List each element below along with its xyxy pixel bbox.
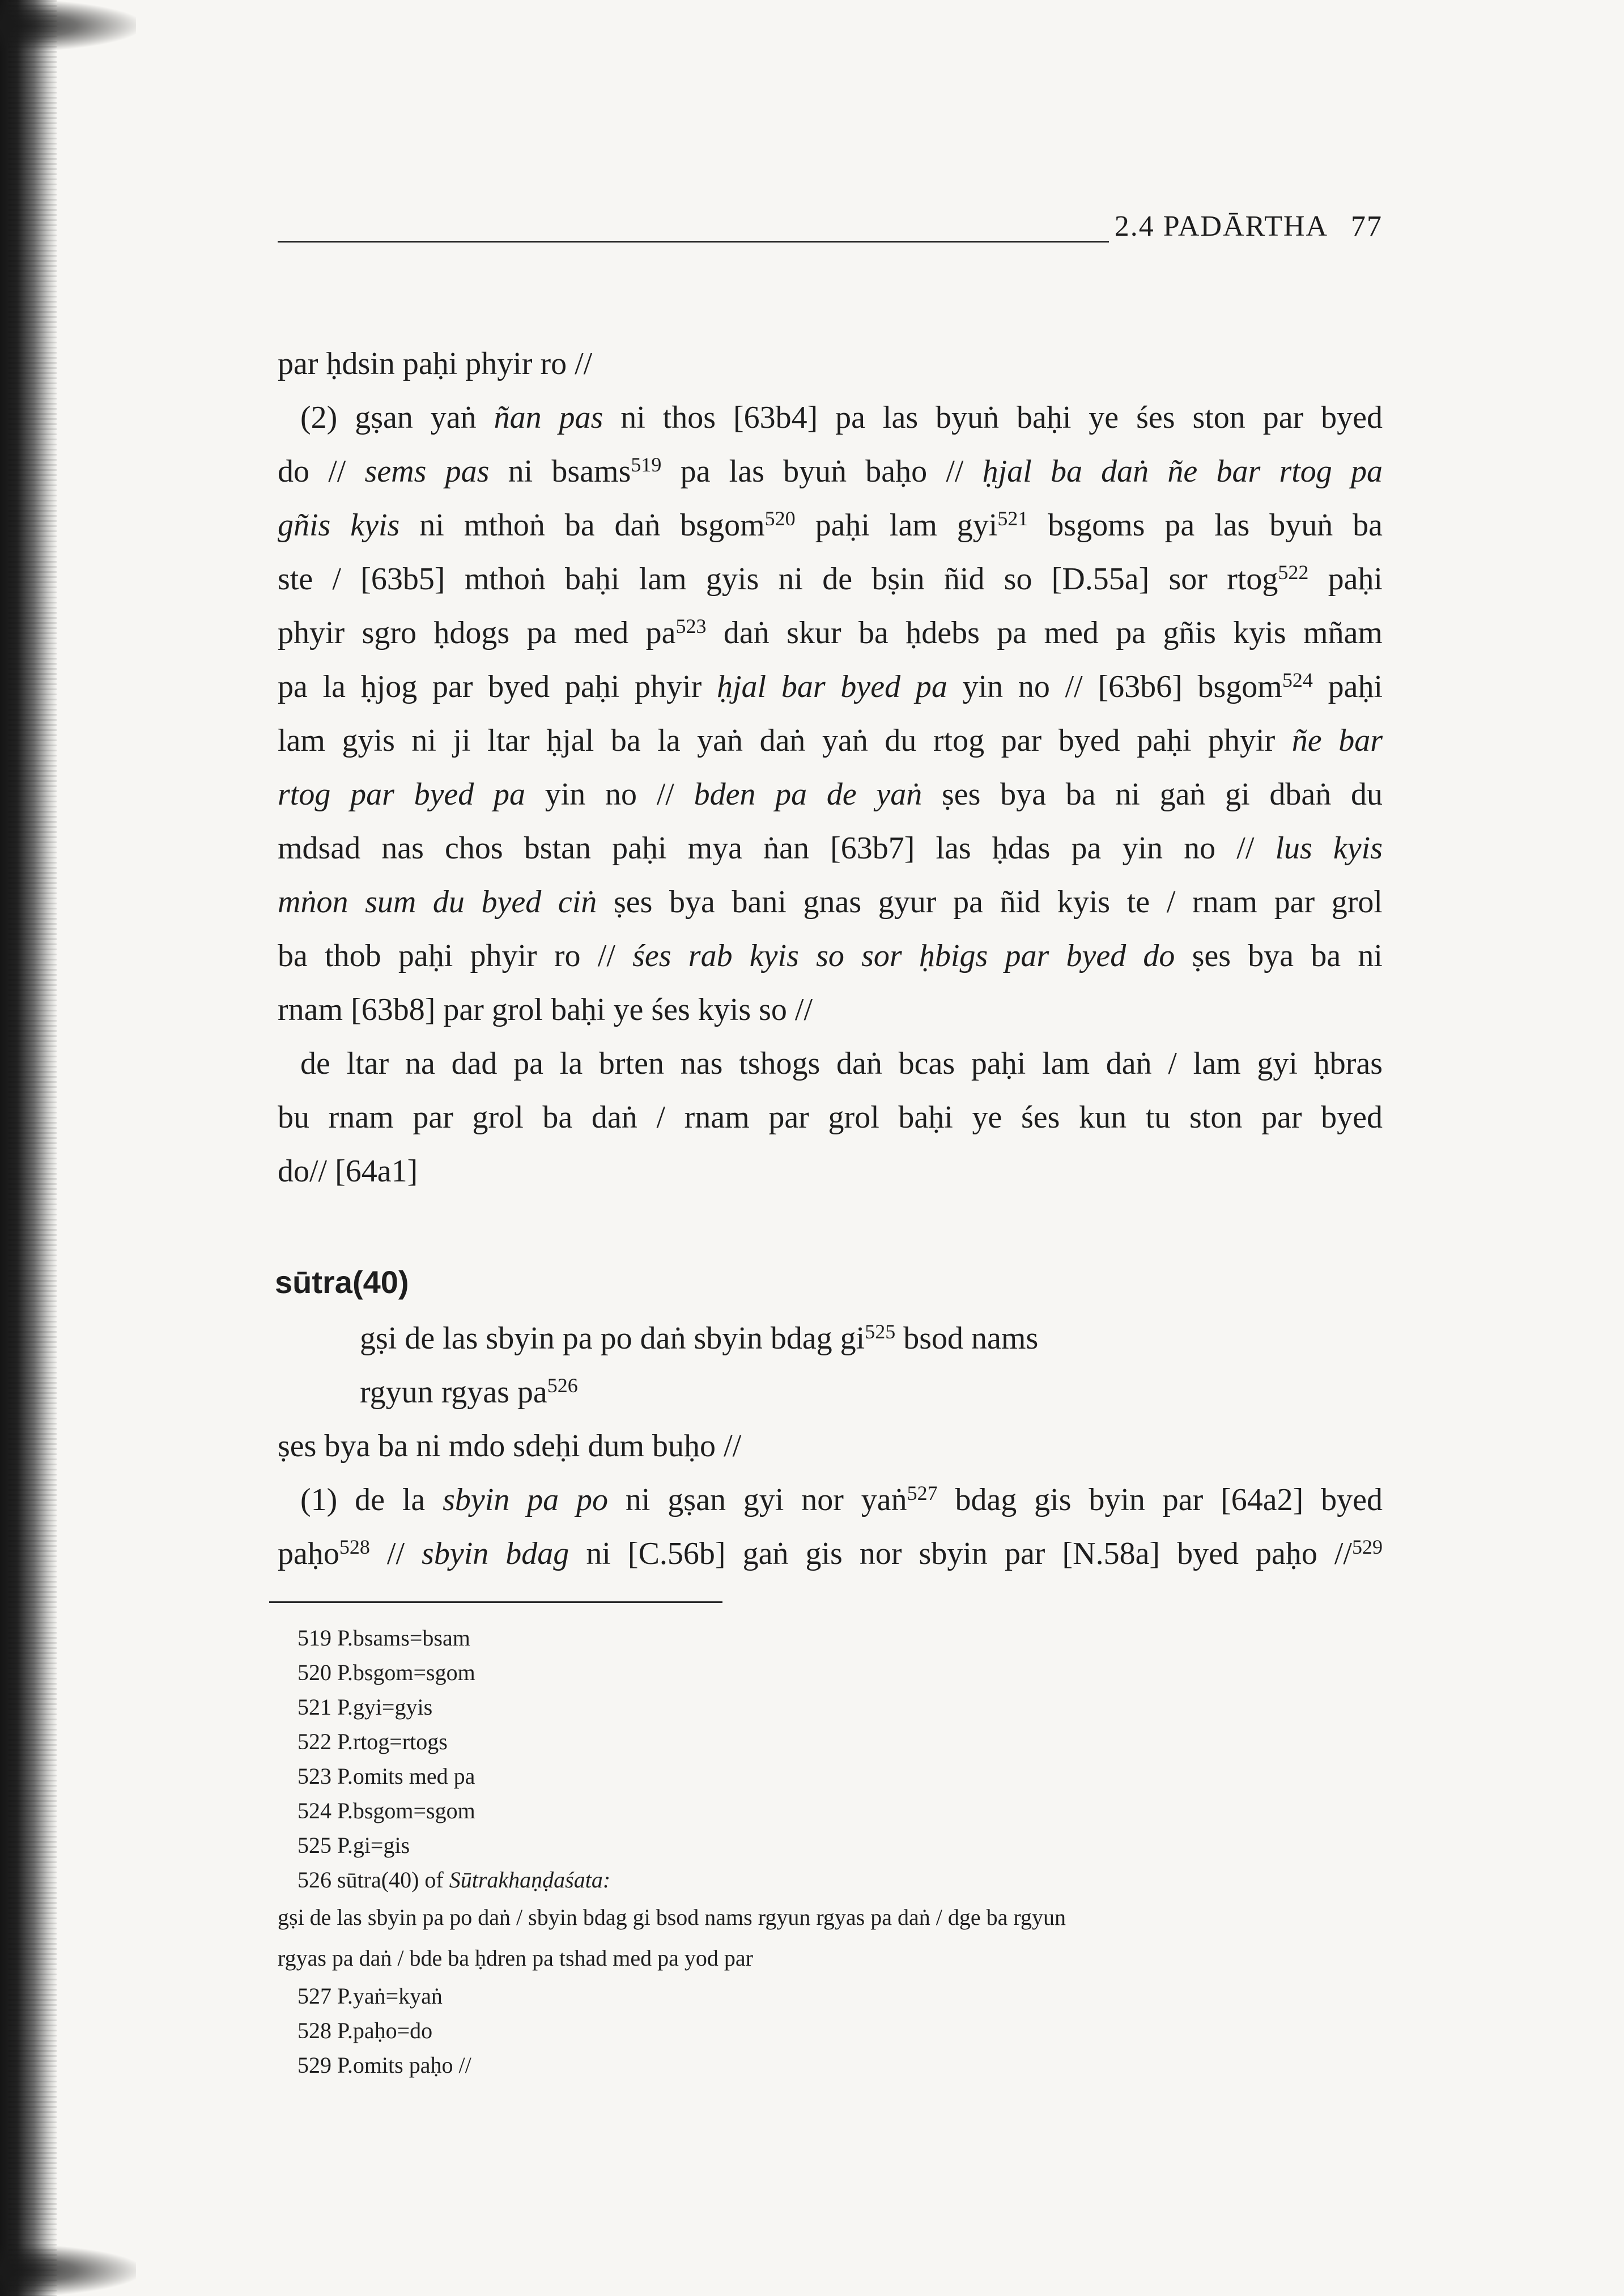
footnote: 521 P.gyi=gyis bbox=[297, 1694, 433, 1720]
footnote-ref: 527 bbox=[907, 1482, 938, 1504]
footnote: 519 P.bsams=bsam bbox=[297, 1625, 470, 1651]
footnote-quote-line: rgyas pa daṅ / bde ba ḥdren pa tshad med pa yod par bbox=[278, 1945, 754, 1971]
text-line: paḥo$^{528}$ // sbyin bdag ni [C.56b] gaṅ gis nor sbyin par [N.58a] byed paḥo //$^{529}$ bbox=[278, 1536, 1383, 1571]
header-text bbox=[1109, 210, 1383, 243]
text-line: do// [64a1] bbox=[278, 1154, 418, 1189]
text-line: do // sems pas ni bsams$^{519}$ pa las byuṅ baḥo // ḥjal ba daṅ ñe bar rtog pa bbox=[278, 453, 1383, 489]
text-line: par ḥdsin paḥi phyir ro // bbox=[278, 346, 593, 381]
text-line: lam gyis ni ji ltar ḥjal ba la yaṅ daṅ yaṅ du rtog par byed paḥi phyir ñe bar bbox=[278, 723, 1383, 758]
footnote-ref: 525 bbox=[865, 1320, 896, 1343]
text-line: phyir sgro ḥdogs pa med $pa^{523}$ daṅ skur ba ḥdebs pa med pa gñis kyis mñam bbox=[278, 615, 1383, 650]
footnote-ref: 521 bbox=[997, 507, 1028, 530]
text-line: de ltar na dad pa la brten nas tshogs daṅ bcas paḥi lam daṅ / lam gyi ḥbras bbox=[300, 1046, 1383, 1081]
text-line: bu rnam par grol ba daṅ / rnam par grol baḥi ye śes kun tu ston par byed bbox=[278, 1100, 1383, 1135]
footnote: 527 P.yaṅ=kyaṅ bbox=[297, 1983, 443, 2009]
text-line: ṣes bya ba ni mdo sdeḥi dum buḥo // bbox=[278, 1428, 742, 1464]
footnote-rule bbox=[269, 1601, 722, 1603]
text-line: mdsad nas chos bstan paḥi mya ṅan [63b7] las ḥdas pa yin no // lus kyis bbox=[278, 831, 1383, 866]
binding-corner-bottom bbox=[0, 2245, 136, 2296]
footnote: 525 P.gi=gis bbox=[297, 1832, 410, 1858]
footnote-ref: 523 bbox=[675, 615, 707, 637]
footnote: 522 P.rtog=rtogs bbox=[297, 1729, 448, 1754]
footnote-ref: 520 bbox=[764, 507, 796, 530]
footnote-ref: 529 bbox=[1352, 1536, 1383, 1558]
text-line: pa la ḥjog par byed paḥi phyir ḥjal bar byed pa yin no // [63b6] bsgom$^{524}$ paḥi bbox=[278, 669, 1383, 704]
footnote-ref: 522 bbox=[1278, 561, 1309, 584]
text-line: ste / [63b5] mthoṅ baḥi lam gyis ni de bṣin ñid so [D.55a] sor rtog$^{522}$ paḥi bbox=[278, 561, 1383, 597]
footnote: 528 P.paḥo=do bbox=[297, 2018, 433, 2043]
footnote-ref: 526 bbox=[547, 1374, 578, 1397]
main-text bbox=[278, 337, 1383, 1198]
page-number: 77 bbox=[1351, 210, 1383, 243]
footnote: 529 P.omits paḥo // bbox=[297, 2052, 471, 2078]
text-line: (1) de la sbyin pa po ni gṣan gyi nor yaṅ$^{527}$ bdag gis byin par [64a2] byed bbox=[300, 1482, 1383, 1517]
footnote: 526 sūtra(40) of Sūtrakhaṇḍaśata: bbox=[297, 1867, 611, 1893]
text-line: gṣi de las sbyin pa po daṅ sbyin bdag $gi^{525}$ bsod nams bbox=[360, 1320, 1039, 1356]
footnote-ref: 519 bbox=[631, 453, 662, 476]
footnote: 524 P.bsgom=sgom bbox=[297, 1798, 475, 1823]
section-title: 2.4 PADĀRTHA bbox=[1114, 210, 1328, 243]
sutra-text bbox=[278, 1312, 1383, 1581]
footnote-ref: 528 bbox=[339, 1536, 370, 1558]
footnote: 520 P.bsgom=sgom bbox=[297, 1660, 475, 1685]
footnote: 523 P.omits med pa bbox=[297, 1763, 475, 1789]
text-line: rgyun rgyas $pa^{526}$ bbox=[360, 1374, 578, 1410]
text-line: mṅon sum du byed ciṅ ṣes bya bani gnas gyur pa ñid kyis te / rnam par grol bbox=[278, 885, 1383, 920]
footnotes bbox=[278, 1621, 1383, 2082]
text-line: rtog par byed pa yin no // bden pa de yaṅ ṣes bya ba ni gaṅ gi dbaṅ du bbox=[278, 777, 1383, 812]
text-line: (2) gṣan yaṅ ñan pas ni thos [63b4] pa las byuṅ baḥi ye śes ston par byed bbox=[300, 400, 1383, 435]
footnote-ref: 524 bbox=[1282, 669, 1313, 691]
binding-texture bbox=[8, 0, 57, 2296]
running-header bbox=[278, 210, 1383, 244]
footnote-quote-line: gṣi de las sbyin pa po daṅ / sbyin bdag gi bsod nams rgyun rgyas pa daṅ / dge ba rgyun bbox=[278, 1904, 1066, 1930]
text-line: rnam [63b8] par grol baḥi ye śes kyis so // bbox=[278, 992, 813, 1027]
sutra-heading: sūtra(40) bbox=[275, 1264, 409, 1300]
text-line: gñis kyis ni mthoṅ ba daṅ bsgom$^{520}$ paḥi lam gyi$^{521}$ bsgoms pa las byuṅ ba bbox=[278, 507, 1383, 543]
text-line: ba thob paḥi phyir ro // śes rab kyis so sor ḥbigs par byed do ṣes bya ba ni bbox=[278, 938, 1383, 973]
binding-corner-top bbox=[0, 0, 136, 51]
